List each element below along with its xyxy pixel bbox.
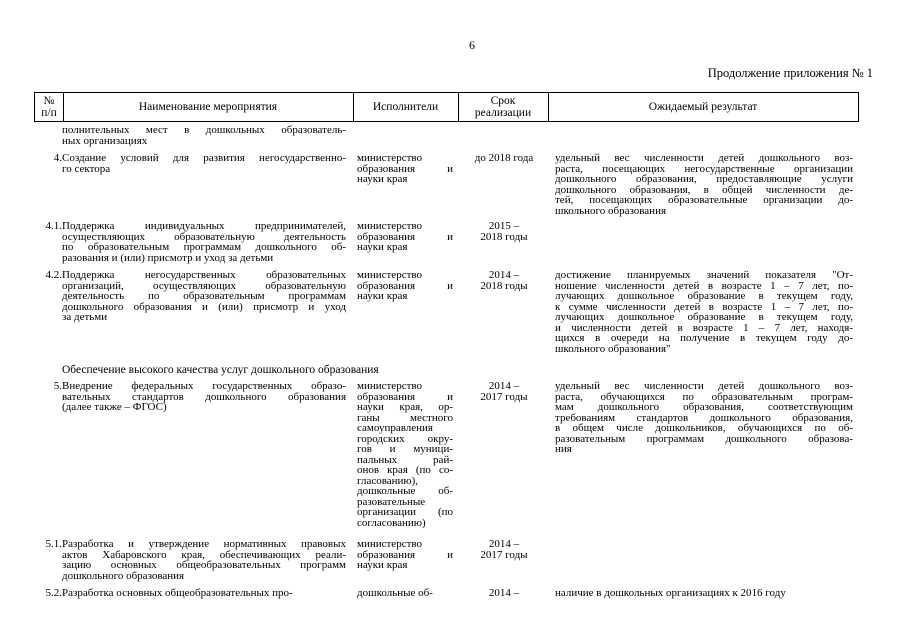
header-number: № п/п bbox=[41, 95, 57, 119]
page-number: 6 bbox=[469, 38, 475, 52]
text-line: министерство bbox=[357, 269, 423, 281]
text-line: раста, обучающихся по образовательным програм- bbox=[555, 390, 853, 403]
text-line: тей, посещающих образовательные организации до- bbox=[555, 194, 853, 206]
text-line: (далее также – ФГОС) bbox=[62, 401, 167, 413]
text-line: в общем числе дошкольников, обучающихся по об- bbox=[555, 422, 853, 434]
row-number: 5. bbox=[53, 380, 62, 392]
executors bbox=[357, 588, 453, 599]
text-line: школьного образования" bbox=[555, 342, 671, 355]
text-line: самоуправления bbox=[357, 422, 433, 434]
header-result: Ожидаемый результат bbox=[648, 101, 758, 113]
text-line: согласованию) bbox=[357, 516, 426, 529]
text-line: го сектора bbox=[62, 162, 111, 175]
activity-name bbox=[62, 539, 346, 581]
activity-name bbox=[62, 588, 346, 599]
header-executors: Исполнители bbox=[372, 101, 439, 113]
text-line: ных организациях bbox=[62, 134, 148, 147]
text-line: Внедрение федеральных государственных образо- bbox=[62, 380, 346, 392]
text-line: осуществляющих образовательную деятельность bbox=[62, 230, 346, 243]
header-name: Наименование мероприятия bbox=[138, 101, 278, 113]
text-line: ношение численности детей в возрасте 1 – 7 лет, по- bbox=[555, 279, 853, 292]
text-line: Разработка основных общеобразовательных про- bbox=[62, 587, 293, 599]
text-line: лучающих дошкольное образование в текущем году, bbox=[555, 290, 853, 302]
text-line: организаций, осуществляющих образовательную bbox=[62, 279, 346, 292]
row-number: 4.2. bbox=[45, 269, 62, 281]
text-line: зацию основных общеобразовательных программ bbox=[62, 559, 346, 571]
text-line: дошкольного образования, предоставляющие услуги bbox=[555, 173, 853, 185]
text-line: Поддержка индивидуальных предпринимателей, bbox=[62, 220, 346, 232]
text-line: онов края (по со- bbox=[357, 464, 453, 476]
activity-name bbox=[62, 270, 346, 323]
text-line: Создание условий для развития негосударственно- bbox=[62, 152, 346, 164]
text-line: разования и (или) присмотр и уход за детьми bbox=[62, 251, 274, 264]
text-line: 2017 годы bbox=[480, 548, 528, 561]
text-line: 2018 годы bbox=[480, 230, 528, 243]
text-line: деятельность по образовательным программам bbox=[62, 290, 346, 302]
text-line: 2014 – bbox=[488, 587, 520, 599]
expected-result bbox=[555, 381, 853, 455]
row-number: 4.1. bbox=[45, 220, 62, 232]
expected-result bbox=[555, 588, 853, 599]
text-line: ния bbox=[555, 443, 572, 455]
text-line: дошкольные об- bbox=[357, 485, 453, 497]
text-line: школьного образования bbox=[555, 204, 667, 217]
text-line: науки края bbox=[357, 559, 408, 571]
table-header bbox=[34, 92, 859, 122]
term bbox=[462, 221, 546, 242]
text-line: удельный вес численности детей дошкольного воз- bbox=[555, 152, 853, 164]
text-line: 2014 – bbox=[488, 269, 520, 281]
text-line: лучающих дошкольное образование в текущем году, bbox=[555, 311, 853, 323]
text-line: науки края, ор- bbox=[357, 401, 453, 413]
text-line: и численности детей в возрасте 1 – 7 лет, находя- bbox=[555, 321, 853, 334]
text-line: городских окру- bbox=[357, 432, 453, 445]
text-line: министерство bbox=[357, 380, 423, 392]
text-line: к сумме численности детей в возрасте 1 – 7 лет, по- bbox=[555, 300, 853, 313]
text-line: дошкольного образования и (или) присмотр и уход bbox=[62, 300, 346, 313]
executors bbox=[357, 153, 453, 185]
text-line: образования и bbox=[357, 390, 453, 403]
text-line: образования и bbox=[357, 548, 453, 561]
text-line: наличие в дошкольных организациях к 2016 году bbox=[555, 587, 786, 599]
text-line: министерство bbox=[357, 152, 423, 164]
activity-name bbox=[62, 153, 346, 174]
text-line: дошкольные об- bbox=[357, 587, 433, 599]
text-line: образования и bbox=[357, 230, 453, 243]
text-line: 2014 – bbox=[488, 538, 520, 550]
expected-result bbox=[555, 270, 853, 354]
text-line: 2017 годы bbox=[480, 390, 528, 403]
activity-name bbox=[62, 125, 346, 146]
term bbox=[462, 381, 546, 402]
text-line: министерство bbox=[357, 538, 423, 550]
text-line: до 2018 года bbox=[474, 152, 534, 164]
term bbox=[462, 588, 546, 599]
text-line: по образовательным программам дошкольного об- bbox=[62, 241, 346, 253]
executors bbox=[357, 381, 453, 528]
term bbox=[462, 539, 546, 560]
text-line: разовательным программам дошкольного образова- bbox=[555, 432, 853, 445]
row-number: 5.1. bbox=[45, 538, 62, 550]
text-line: актов Хабаровского края, обеспечивающих реали- bbox=[62, 548, 346, 561]
text-line: удельный вес численности детей дошкольного воз- bbox=[555, 380, 853, 392]
text-line: науки края bbox=[357, 241, 408, 253]
executors bbox=[357, 539, 453, 571]
text-line: вательных стандартов дошкольного образования bbox=[62, 390, 346, 403]
text-line: образования и bbox=[357, 162, 453, 175]
text-line: 2018 годы bbox=[480, 279, 528, 292]
term bbox=[462, 270, 546, 291]
text-line: 2015 – bbox=[488, 220, 520, 232]
text-line: разовательные bbox=[357, 495, 426, 508]
executors bbox=[357, 221, 453, 253]
text-line: Разработка и утверждение нормативных правовых bbox=[62, 538, 346, 550]
text-line: пальных рай- bbox=[357, 453, 453, 466]
text-line: науки края bbox=[357, 290, 408, 302]
expected-result bbox=[555, 153, 853, 216]
text-line: требованиям стандартов дошкольного образования, bbox=[555, 411, 853, 424]
row-number: 5.2. bbox=[45, 587, 62, 599]
activity-name bbox=[62, 381, 346, 413]
text-line: ганы местного bbox=[357, 411, 453, 424]
appendix-note: Продолжение приложения № 1 bbox=[707, 66, 873, 80]
text-line: Поддержка негосударственных образовательных bbox=[62, 269, 346, 281]
header-term: Срок реализации bbox=[474, 95, 532, 119]
text-line: министерство bbox=[357, 220, 423, 232]
text-line: 2014 – bbox=[488, 380, 520, 392]
row-number: 4. bbox=[53, 152, 62, 164]
text-line: мам дошкольного образования, соответствующим bbox=[555, 401, 853, 413]
text-line: организации (по bbox=[357, 506, 453, 518]
text-line: щихся в очереди на получение в текущем году до- bbox=[555, 332, 853, 344]
executors bbox=[357, 270, 453, 302]
text-line: раста, посещающих негосударственные организации bbox=[555, 162, 853, 175]
section-title: Обеспечение высокого качества услуг дошкольного образования bbox=[62, 364, 379, 376]
text-line: полнительных мест в дошкольных образователь- bbox=[62, 124, 346, 136]
text-line: дошкольного образования bbox=[62, 569, 185, 582]
text-line: за детьми bbox=[62, 311, 108, 323]
text-line: гов и муници- bbox=[357, 443, 453, 455]
text-line: гласованию), bbox=[357, 474, 419, 487]
text-line: дошкольного образования, в общей численности де- bbox=[555, 183, 853, 196]
text-line: науки края bbox=[357, 173, 408, 185]
activity-name bbox=[62, 221, 346, 263]
text-line: достижение планируемых значений показателя "От- bbox=[555, 269, 853, 281]
term bbox=[462, 153, 546, 164]
text-line: образования и bbox=[357, 279, 453, 292]
